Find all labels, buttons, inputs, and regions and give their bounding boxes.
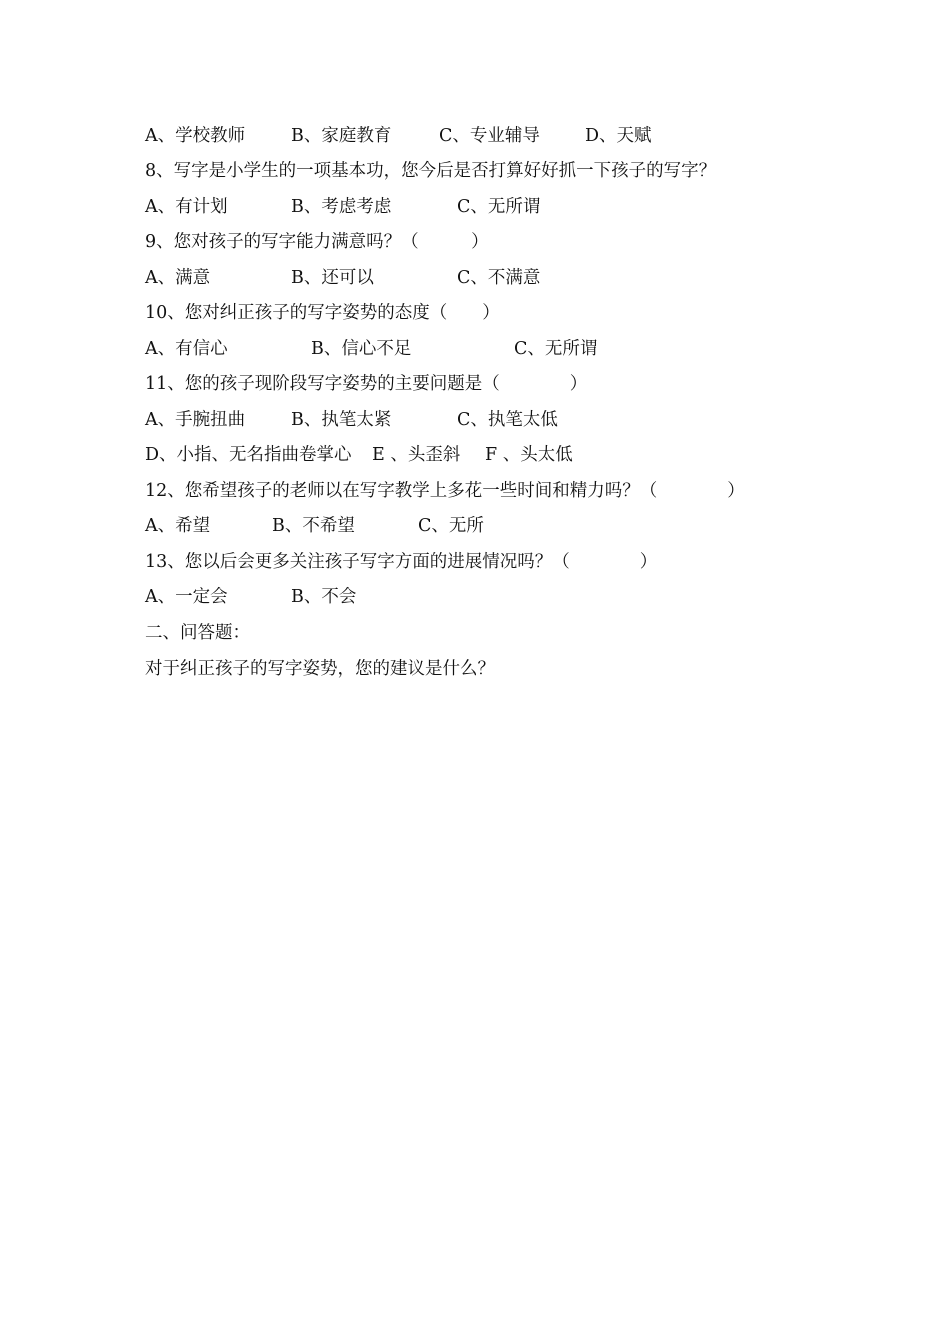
q7-option-c: C、专业辅导: [439, 126, 540, 146]
section-2-heading: 二、问答题：: [145, 623, 250, 643]
q8-option-c: C、无所谓: [457, 197, 541, 217]
q13-question: 13、您以后会更多关注孩子写字方面的进展情况吗？（ ）: [145, 552, 658, 572]
q11-question: 11、您的孩子现阶段写字姿势的主要问题是（ ）: [145, 374, 588, 394]
q11-option-f: F 、头太低: [485, 445, 573, 465]
q8-option-b: B、考虑考虑: [291, 197, 392, 217]
q8-option-a: A、有计划: [145, 197, 228, 217]
q7-option-a: A、学校教师: [145, 126, 246, 146]
q13-option-a: A、一定会: [145, 587, 228, 607]
q11-option-a: A、手腕扭曲: [145, 410, 246, 430]
section-2-question: 对于纠正孩子的写字姿势，您的建议是什么？: [145, 659, 495, 679]
q11-option-c: C、执笔太低: [457, 410, 558, 430]
q9-question: 9、您对孩子的写字能力满意吗？（ ）: [145, 232, 489, 252]
q9-option-c: C、不满意: [457, 268, 541, 288]
q7-option-d: D、天赋: [585, 126, 652, 146]
q13-option-b: B、不会: [291, 587, 357, 607]
q7-option-b: B、家庭教育: [291, 126, 392, 146]
q10-question: 10、您对纠正孩子的写字姿势的态度（ ）: [145, 303, 500, 323]
q8-question: 8、写字是小学生的一项基本功，您今后是否打算好好抓一下孩子的写字？: [145, 161, 717, 181]
q9-option-a: A、满意: [145, 268, 211, 288]
q10-option-b: B、信心不足: [311, 339, 412, 359]
q12-option-b: B、不希望: [272, 516, 355, 536]
q12-option-c: C、无所: [418, 516, 484, 536]
q12-question: 12、您希望孩子的老师以在写字教学上多花一些时间和精力吗？（ ）: [145, 481, 745, 501]
q9-option-b: B、还可以: [291, 268, 374, 288]
q11-option-d: D、小指、无名指曲卷掌心: [145, 445, 352, 465]
q10-option-a: A、有信心: [145, 339, 228, 359]
q12-option-a: A、希望: [145, 516, 211, 536]
q10-option-c: C、无所谓: [514, 339, 598, 359]
q11-option-b: B、执笔太紧: [291, 410, 392, 430]
q11-option-e: E 、头歪斜: [372, 445, 461, 465]
